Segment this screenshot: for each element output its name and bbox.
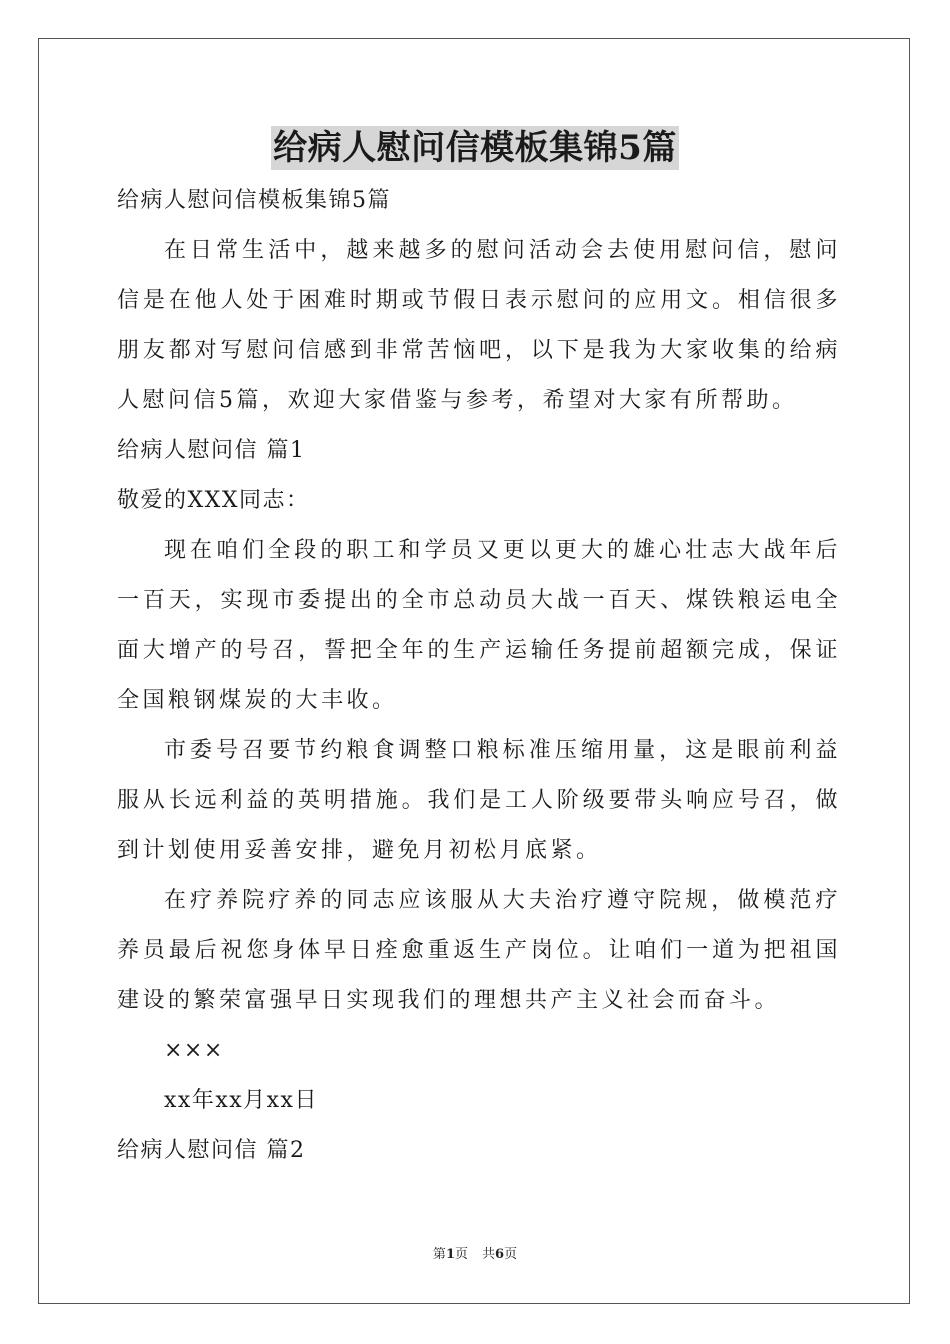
total-suffix: 页	[504, 1247, 518, 1262]
page-suffix: 页	[454, 1247, 468, 1262]
salutation: 敬爱的XXX同志：	[117, 488, 310, 513]
intro-paragraph: 在日常生活中，越来越多的慰问活动会去使用慰问信，慰问信是在他人处于困难时期或节假日表示慰问的应用文。相信很多朋友都对写慰问信感到非常苦恼吧，以下是我为大家收集的给病人慰问信5篇，欢迎大家借鉴与参考，希望对大家有所帮助。	[117, 238, 841, 413]
section-heading-2: 给病人慰问信 篇2	[117, 1138, 306, 1163]
page-current: 1	[445, 1247, 455, 1262]
body-paragraph-2: 市委号召要节约粮食调整口粮标准压缩用量，这是眼前利益服从长远利益的英明措施。我们是工人阶级要带头响应号召，做到计划使用妥善安排，避免月初松月底紧。	[117, 738, 841, 863]
document-subtitle: 给病人慰问信模板集锦5篇	[117, 188, 391, 213]
letter-date: xx年xx月xx日	[164, 1088, 318, 1113]
body-paragraph-1: 现在咱们全段的职工和学员又更以更大的雄心壮志大战年后一百天，实现市委提出的全市总动员大战一百天、煤铁粮运电全面大增产的号召，誓把全年的生产运输任务提前超额完成，保证全国粮钢煤炭的大丰收。	[117, 538, 841, 713]
document-title: 给病人慰问信模板集锦5篇	[273, 128, 677, 168]
page-total: 6	[495, 1247, 505, 1262]
total-prefix: 共	[482, 1247, 496, 1262]
page-footer	[0, 1246, 950, 1264]
document-body	[117, 176, 841, 1176]
page-prefix: 第	[432, 1247, 446, 1262]
signature: ×××	[164, 1038, 224, 1063]
section-heading-1: 给病人慰问信 篇1	[117, 438, 306, 463]
body-paragraph-3: 在疗养院疗养的同志应该服从大夫治疗遵守院规，做模范疗养员最后祝您身体早日痊愈重返生产岗位。让咱们一道为把祖国建设的繁荣富强早日实现我们的理想共产主义社会而奋斗。	[117, 888, 841, 1013]
title-container	[0, 126, 950, 170]
